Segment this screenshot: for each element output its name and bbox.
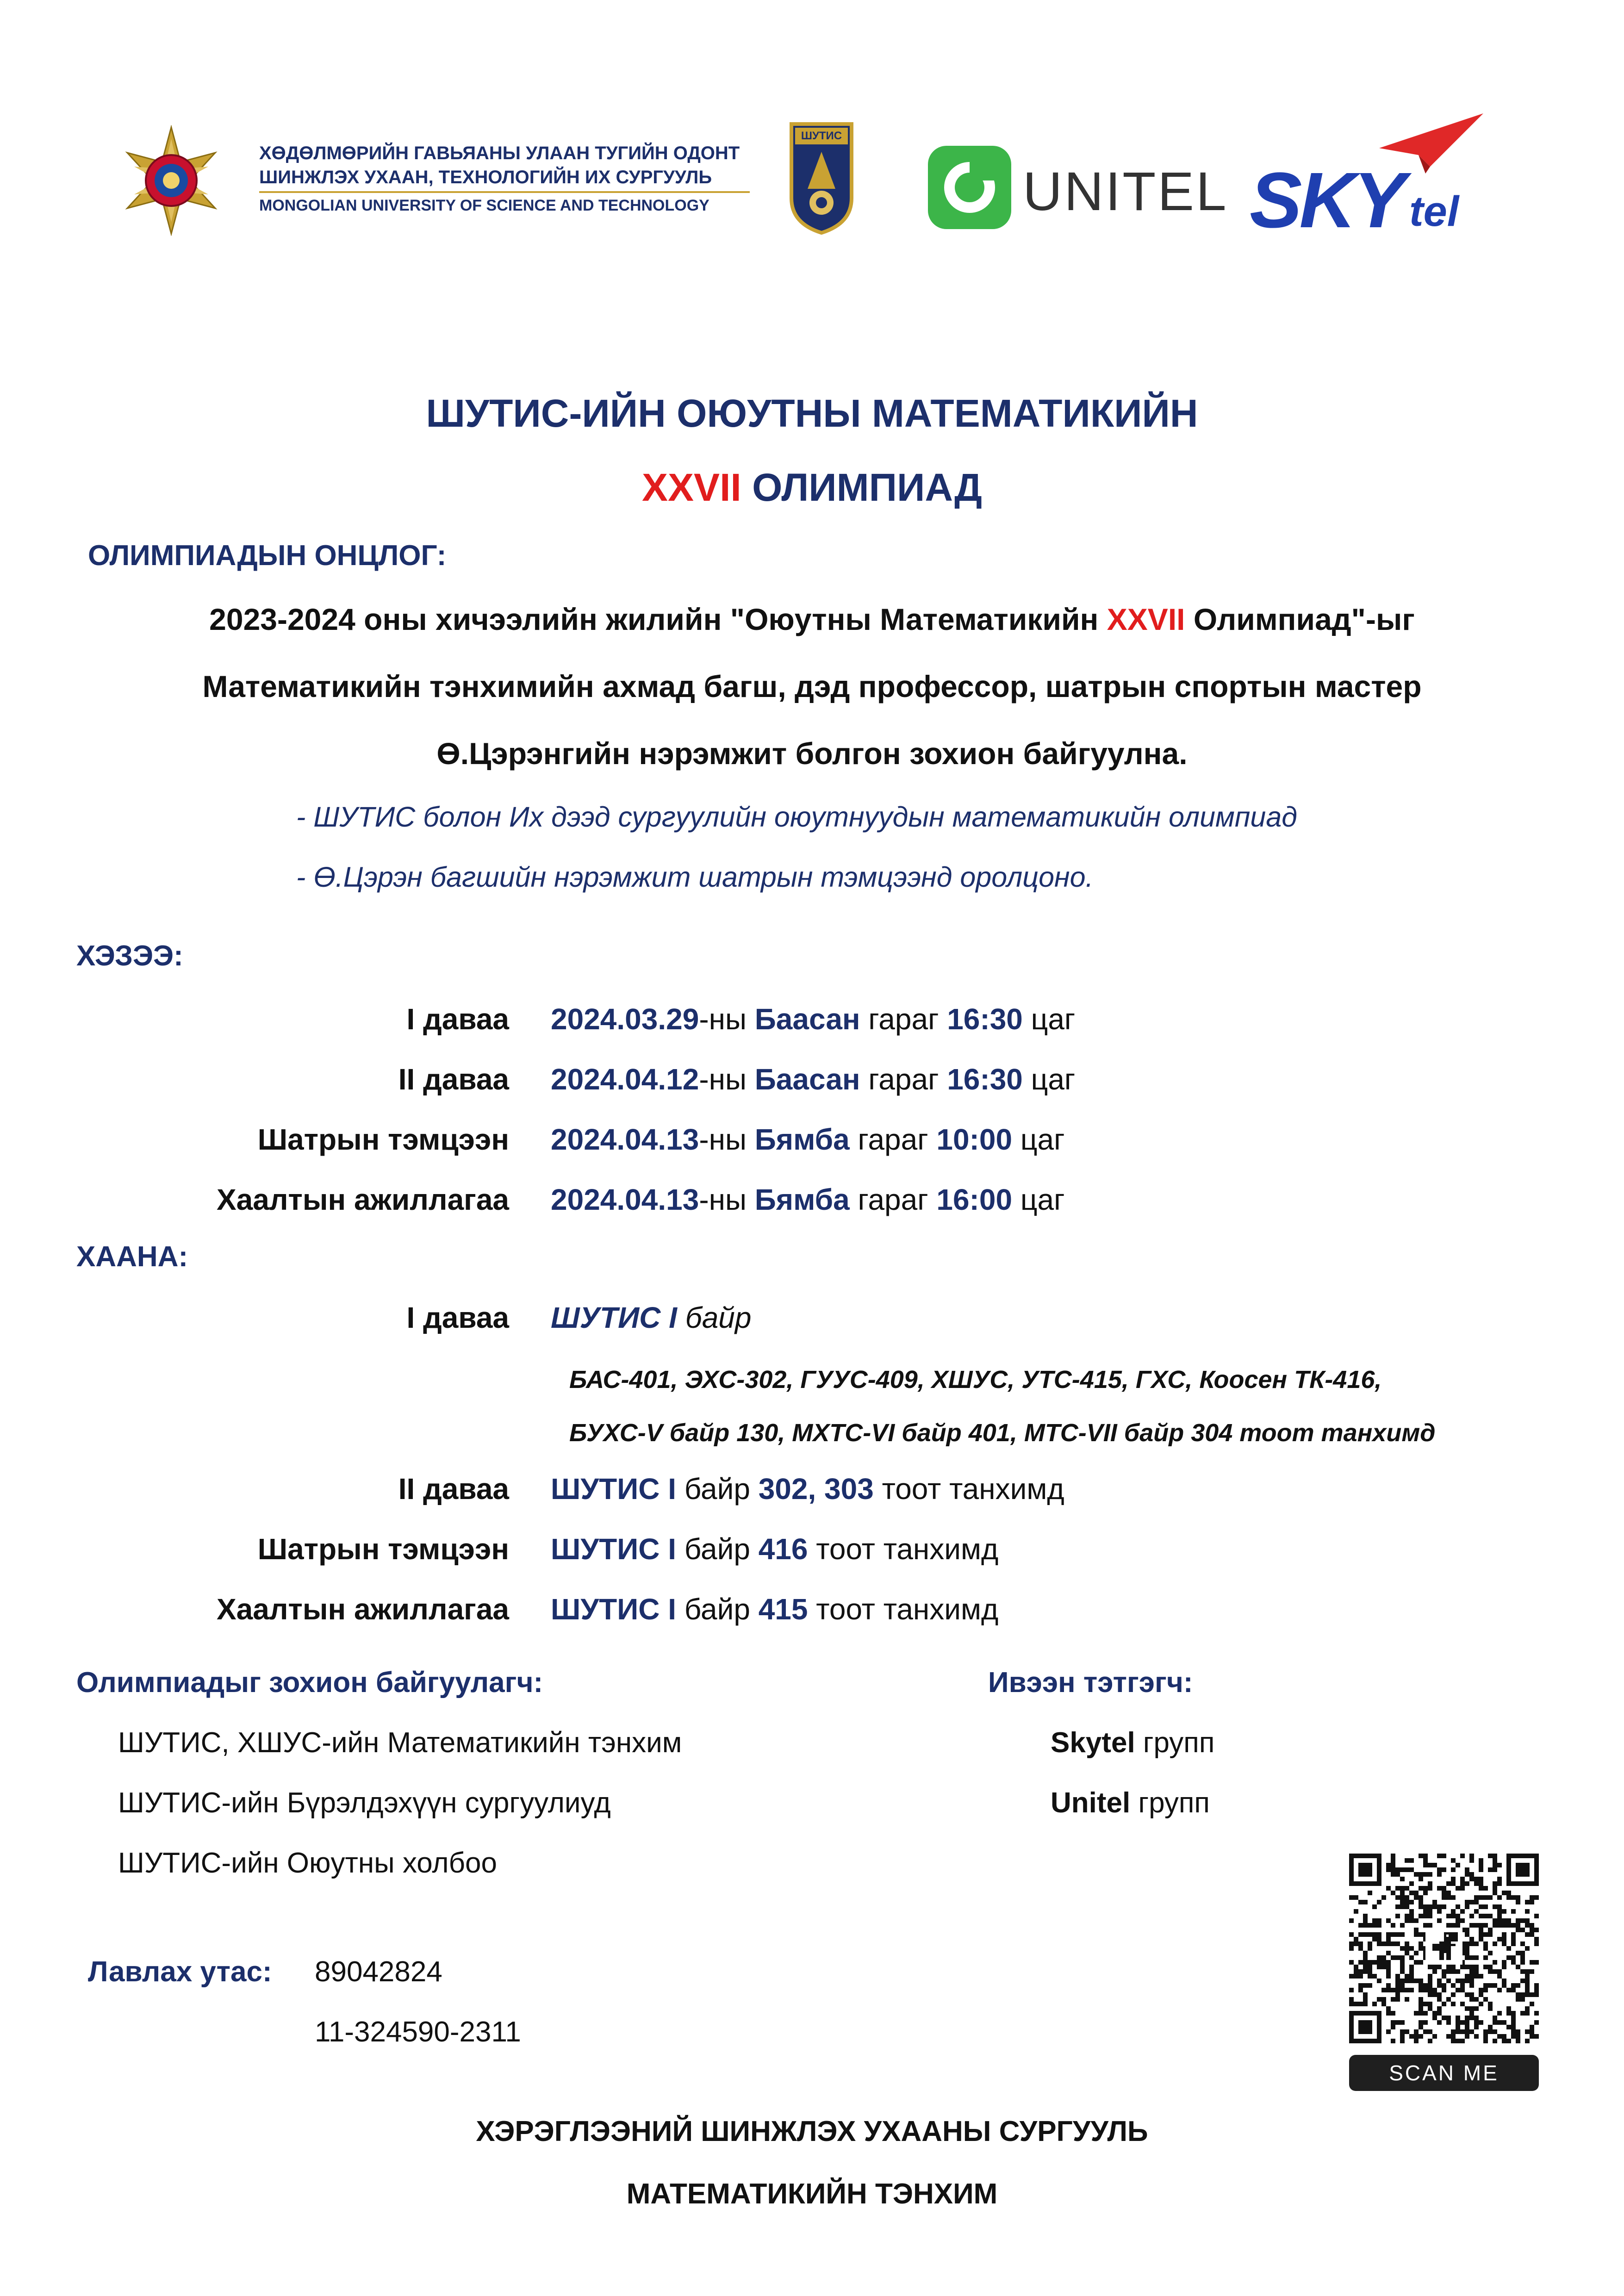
scan-me-label: SCAN ME (1349, 2055, 1539, 2091)
dinosaur-icon (1425, 1928, 1462, 1965)
where-row-mid: байр (676, 1472, 759, 1506)
qr-code[interactable] (1349, 1854, 1539, 2043)
where-row-end: тоот танхимд (873, 1472, 1064, 1506)
where-row-value (551, 1472, 1064, 1506)
when-row-time: 10:00 (936, 1123, 1013, 1156)
where-heading: ХААНА: (76, 1241, 188, 1273)
where-row-room: 416 (758, 1532, 808, 1566)
sponsor-1-name: Skytel (1051, 1727, 1135, 1759)
intro-bullet-1: - ШУТИС болон Их дээд сургуулийн оюутнуудын математикийн олимпиад (296, 801, 1297, 833)
university-name-line3: MONGOLIAN UNIVERSITY OF SCIENCE AND TECHNOLOGY (259, 197, 709, 214)
shield-text: ШУТИС (801, 130, 842, 142)
when-row-label: Шатрын тэмцээн (257, 1123, 509, 1156)
organizer-item-2: ШУТИС-ийн Бүрэлдэхүүн сургуулиуд (118, 1787, 611, 1819)
where-row1-label: I даваа (406, 1301, 509, 1334)
where-row-label: Шатрын тэмцээн (257, 1532, 509, 1566)
sponsor-1-rest: групп (1135, 1727, 1215, 1759)
organizer-item-3: ШУТИС-ийн Оюутны холбоо (118, 1847, 498, 1879)
when-row-value (551, 1062, 1075, 1096)
when-row-label: II даваа (398, 1063, 509, 1096)
when-row-end: цаг (1012, 1183, 1065, 1216)
when-row-date: 2024.03.29 (551, 1002, 699, 1036)
when-row-suffix: -ны (699, 1002, 755, 1036)
intro-bullet-2: - Ө.Цэрэн багшийн нэрэмжит шатрын тэмцээнд оролцоно. (296, 861, 1094, 893)
where-row1-value (551, 1300, 751, 1335)
gold-divider (259, 191, 750, 193)
when-row-label: Хаалтын ажиллагаа (216, 1183, 509, 1216)
when-row-time: 16:30 (947, 1063, 1023, 1096)
where-row1-sub1: БАС-401, ЭХС-302, ГУУС-409, ХШУС, УТС-415, ГХС, Коосен ТК-416, (569, 1366, 1382, 1394)
where-row-mid: байр (676, 1532, 759, 1566)
when-row-day: Бямба (754, 1183, 850, 1216)
when-row-date: 2024.04.13 (551, 1123, 699, 1156)
university-name-line1: ХӨДӨЛМӨРИЙН ГАВЬЯАНЫ УЛААН ТУГИЙН ОДОНТ (259, 143, 740, 163)
when-row-suffix: -ны (699, 1123, 755, 1156)
when-row-mid: гараг (849, 1183, 937, 1216)
when-row-value (551, 1122, 1064, 1157)
skytel-logo-sub: tel (1409, 188, 1459, 235)
when-row-suffix: -ны (699, 1183, 755, 1216)
university-emblem (116, 125, 227, 236)
sponsor-item-1 (1051, 1726, 1214, 1759)
footer-school: ХЭРЭГЛЭЭНИЙ ШИНЖЛЭХ УХААНЫ СУРГУУЛЬ (476, 2116, 1148, 2147)
when-heading: ХЭЗЭЭ: (76, 940, 183, 972)
when-row-value (551, 1002, 1075, 1036)
when-row-date: 2024.04.12 (551, 1063, 699, 1096)
when-row-mid: гараг (860, 1063, 947, 1096)
features-heading: ОЛИМПИАДЫН ОНЦЛОГ: (88, 540, 447, 572)
when-row-mid: гараг (860, 1002, 947, 1036)
title-roman-numeral: XXVII (641, 466, 741, 509)
when-row-end: цаг (1012, 1123, 1065, 1156)
organizer-item-1: ШУТИС, ХШУС-ийн Математикийн тэнхим (118, 1727, 682, 1759)
contact-phone-2: 11-324590-2311 (315, 2016, 521, 2048)
where-row-label: Хаалтын ажиллагаа (216, 1593, 509, 1626)
when-row-day: Баасан (754, 1063, 860, 1096)
intro-line1-post: Олимпиад"-ыг (1185, 602, 1415, 636)
where-row-value (551, 1532, 998, 1566)
where-row1-sub2: БУХС-V байр 130, МХТС-VI байр 401, МТС-VII байр 304 тоот танхимд (569, 1419, 1436, 1447)
where-row-place: ШУТИС I (551, 1593, 676, 1626)
when-row-value (551, 1182, 1064, 1217)
where-row1-rest: байр (677, 1301, 752, 1334)
intro-line3: Ө.Цэрэнгийн нэрэмжит болгон зохион байгуулна. (436, 736, 1188, 771)
footer-department: МАТЕМАТИКИЙН ТЭНХИМ (626, 2178, 998, 2210)
when-row-date: 2024.04.13 (551, 1183, 699, 1216)
unitel-logo (926, 143, 1228, 231)
organizers-heading: Олимпиадыг зохион байгуулагч: (76, 1667, 543, 1699)
title-line2-rest: ОЛИМПИАД (741, 466, 982, 509)
intro-line1-pre: 2023-2024 оны хичээлийн жилийн "Оюутны Математикийн (209, 602, 1107, 636)
intro-roman-numeral: XXVII (1107, 602, 1185, 636)
page-title-line1: ШУТИС-ИЙН ОЮУТНЫ МАТЕМАТИКИЙН (426, 392, 1198, 435)
when-row-suffix: -ны (699, 1063, 755, 1096)
page-title-line2 (0, 465, 1624, 510)
where-row-end: тоот танхимд (808, 1593, 999, 1626)
contact-phone-1: 89042824 (315, 1956, 442, 1988)
sponsor-2-name: Unitel (1051, 1787, 1131, 1819)
where-row-mid: байр (676, 1593, 759, 1626)
when-row-day: Бямба (754, 1123, 850, 1156)
intro-line1 (0, 602, 1624, 637)
sponsors-heading: Ивээн тэтгэгч: (988, 1667, 1193, 1699)
skytel-logo-main: SKY (1250, 156, 1403, 244)
university-name-line2: ШИНЖЛЭХ УХААН, ТЕХНОЛОГИЙН ИХ СУРГУУЛЬ (259, 167, 712, 187)
where-row-place: ШУТИС I (551, 1472, 676, 1506)
when-row-mid: гараг (849, 1123, 937, 1156)
when-row-end: цаг (1022, 1002, 1076, 1036)
where-row-end: тоот танхимд (808, 1532, 999, 1566)
where-row-label: II даваа (398, 1472, 509, 1506)
when-row-end: цаг (1022, 1063, 1076, 1096)
when-row-time: 16:00 (936, 1183, 1013, 1216)
when-row-time: 16:30 (947, 1002, 1023, 1036)
where-row-place: ШУТИС I (551, 1532, 676, 1566)
where-row-value (551, 1592, 998, 1626)
skytel-logo (1250, 111, 1490, 244)
sponsor-2-rest: групп (1130, 1787, 1210, 1819)
unitel-logo-text: UNITEL (1023, 161, 1228, 222)
intro-line2: Математикийн тэнхимийн ахмад багш, дэд профессор, шатрын спортын мастер (202, 669, 1422, 703)
contact-label: Лавлах утас: (88, 1956, 272, 1988)
when-row-day: Баасан (754, 1002, 860, 1036)
where-row-room: 302, 303 (758, 1472, 874, 1506)
university-name-block (259, 141, 768, 216)
where-row1-place: ШУТИС I (551, 1301, 677, 1334)
sponsor-item-2 (1051, 1786, 1210, 1819)
where-row-room: 415 (758, 1593, 808, 1626)
shutis-shield-logo (787, 119, 856, 235)
when-row-label: I даваа (406, 1002, 509, 1036)
